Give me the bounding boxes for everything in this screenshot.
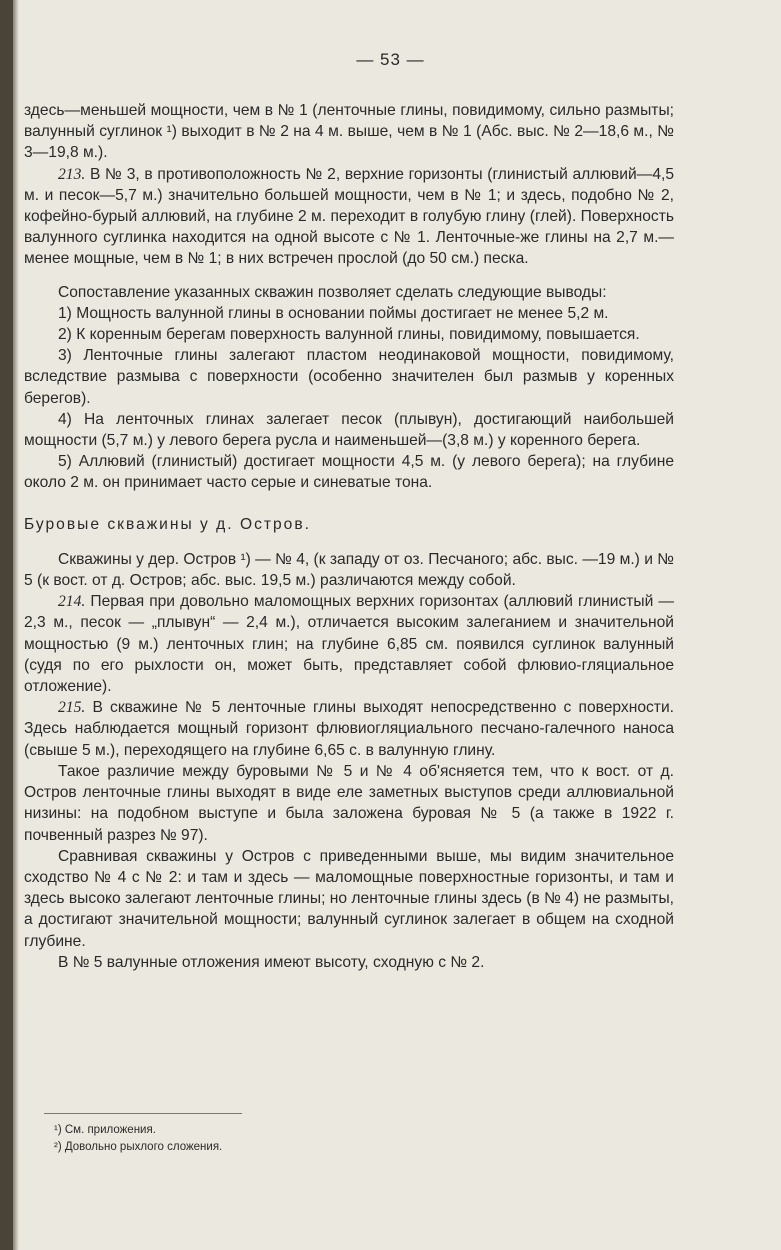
paragraph-215 xyxy=(24,697,674,761)
footnote-1: ¹) См. приложения. xyxy=(54,1124,156,1136)
paragraph-214 xyxy=(24,591,674,697)
paragraph: Сопоставление указанных скважин позволяет сделать следующие выводы: xyxy=(58,283,607,301)
footnote-2: ²) Довольно рыхлого сложения. xyxy=(54,1141,223,1153)
section-number: 213. xyxy=(58,165,86,183)
section-number: 215. xyxy=(58,699,86,717)
footnotes xyxy=(54,1122,654,1156)
conclusion-item: 1) Мощность валунной глины в основании поймы достигает не менее 5,2 м. xyxy=(58,304,609,322)
paragraph: Скважины у дер. Остров ¹) — № 4, (к западу от оз. Песчаного; абс. выс. —19 м.) и № 5 (к вост. от д. Остров; абс. выс. 19,5 м.) различаются между собой. xyxy=(24,550,674,590)
conclusion-item: 5) Аллювий (глинистый) достигает мощности 4,5 м. (у левого берега); на глубине около 2 м. он принимает часто серые и синеватые тона. xyxy=(24,453,674,492)
paragraph-213 xyxy=(24,164,674,270)
paragraph: В № 5 валунные отложения имеют высоту, сходную с № 2. xyxy=(58,953,485,971)
paragraph-text: В № 3, в противоположность № 2, верхние горизонты (глинистый аллювий—4,5 м. и песок—5,7 м.) значительно большей мощности, чем в № 1; и здесь, подобно № 2, кофейно-бурый аллювий, на глубине 2 м. переходит в голубую глину (глей). Поверхность валунного суглинка находится на одной высоте с № 1. Ленточные-же глины на 2,7 м.—менее мощные, чем в № 1; в них встречен прослой (до 50 см.) песка. xyxy=(24,165,674,268)
spine-shadow xyxy=(13,0,19,1250)
section-number: 214. xyxy=(58,593,86,611)
paragraph-text: Первая при довольно маломощных верхних горизонтах (аллювий глинистый — 2,3 м., песок — „плывун“ — 2,4 м.), отличается высоким залеганием и значительной мощностью (9 м.) ленточных глин; на глубине 6,85 см. появился суглинок валунный (судя по его рыхлости он, может быть, представляет собой флювио-гляциальное отложение). xyxy=(24,593,674,696)
paragraph: Сравнивая скважины у Остров с приведенными выше, мы видим значительное сходство № 4 с № 2: и там и здесь — маломощные поверхностные горизонты, и там и здесь высоко залегают ленточные глины; но ленточные глины здесь (в № 4) не размыты, а достигают значительной мощности; валунный суглинок залегает в общем на сходной глубине. xyxy=(24,847,674,950)
section-heading: Буровые скважины у д. Остров. xyxy=(24,515,311,533)
body-text xyxy=(24,100,674,973)
conclusion-item: 4) На ленточных глинах залегает песок (плывун), достигающий наибольшей мощности (5,7 м.) у левого берега русла и наименьшей—(3,8 м.) у коренного берега. xyxy=(24,410,674,450)
paragraph-text: В скважине № 5 ленточные глины выходят непосредственно с поверхности. Здесь наблюдается мощный горизонт флювиогляциального песчано-галечного наноса (свыше 5 м.), переходящего на глубине 6,65 с. в валунную глину. xyxy=(24,699,674,759)
conclusion-item: 2) К коренным берегам поверхность валунной глины, повидимому, повышается. xyxy=(58,326,640,344)
page-number: — 53 — xyxy=(356,50,425,69)
conclusion-item: 3) Ленточные глины залегают пластом неодинаковой мощности, повидимому, вследствие размыва с поверхности (особенно значителен был размыв у коренных берегов). xyxy=(24,347,674,407)
book-spine xyxy=(0,0,13,1250)
footnote-divider xyxy=(44,1113,242,1114)
paragraph: здесь—меньшей мощности, чем в № 1 (ленточные глины, повидимому, сильно размыты; валунный суглинок ¹) выходит в № 2 на 4 м. выше, чем в № 1 (Абс. выс. № 2—18,6 м., № 3—19,8 м.). xyxy=(24,102,674,162)
paragraph: Такое различие между буровыми № 5 и № 4 об'ясняется тем, что к вост. от д. Остров ленточные глины выходят в виде еле заметных выступов среди аллювиальной низины: на подобном выступе и была заложена буровая № 5 (а также в 1922 г. почвенный разрез № 97). xyxy=(24,762,674,844)
